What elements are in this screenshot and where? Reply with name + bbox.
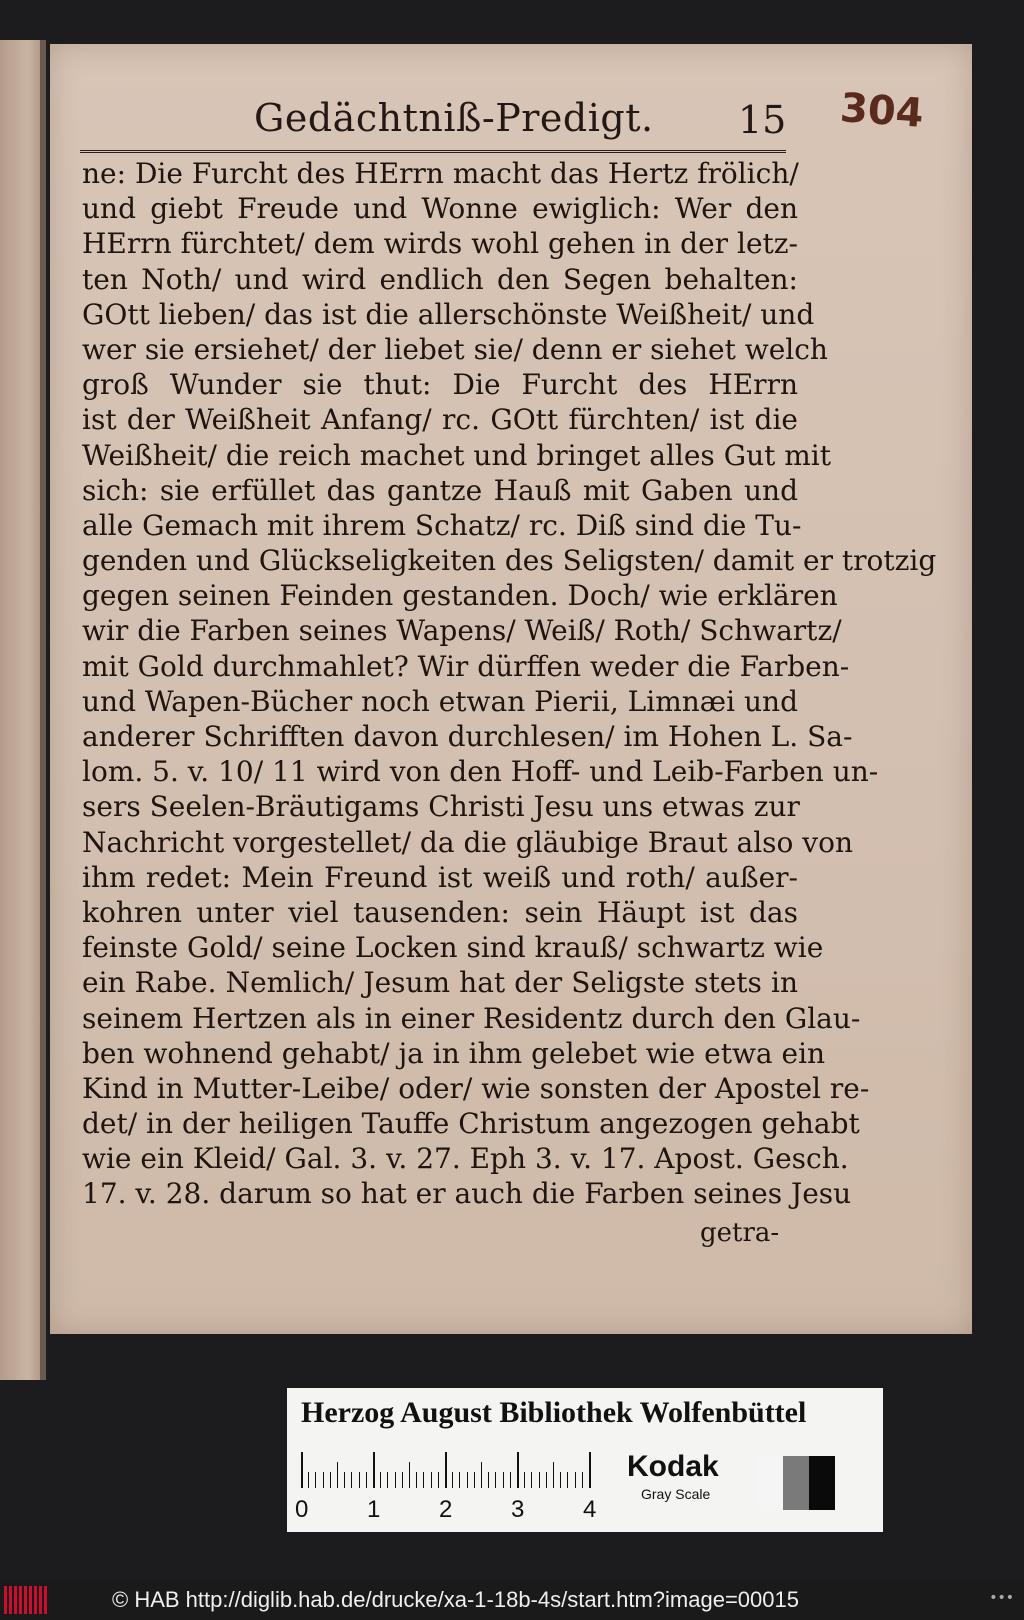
ruler-tick xyxy=(467,1472,468,1488)
ruler-tick xyxy=(531,1472,532,1488)
ruler-tick xyxy=(517,1452,519,1488)
text-line: feinste Gold/ seine Locken sind krauß/ schwartz wie xyxy=(82,931,824,965)
header-rule xyxy=(80,150,786,153)
source-credit[interactable]: © HAB http://diglib.hab.de/drucke/xa-1-18b-4s/start.htm?image=00015 xyxy=(112,1587,799,1612)
text-line: wer sie ersiehet/ der liebet sie/ denn er siehet welch xyxy=(82,332,828,366)
facing-page-edge xyxy=(0,40,46,1380)
ruler-tick xyxy=(416,1472,417,1488)
ruler-tick xyxy=(582,1472,583,1488)
ruler-tick xyxy=(474,1472,475,1488)
gray-patch xyxy=(809,1456,835,1510)
text-line: det/ in der heiligen Tauffe Christum angezogen gehabt xyxy=(82,1107,860,1141)
kodak-logo: Kodak xyxy=(627,1450,719,1483)
ruler-tick xyxy=(560,1472,561,1488)
ruler-number: 4 xyxy=(583,1496,597,1523)
ruler-tick xyxy=(409,1462,410,1488)
ruler-tick xyxy=(524,1472,525,1488)
ruler-tick xyxy=(315,1472,316,1488)
ruler-tick xyxy=(330,1472,331,1488)
ruler-tick xyxy=(589,1452,591,1488)
text-line: anderer Schrifften davon durchlesen/ im Hohen L. Sa- xyxy=(82,720,853,753)
ruler-tick xyxy=(359,1472,360,1488)
ruler-tick xyxy=(539,1472,540,1488)
ruler-number: 1 xyxy=(367,1496,381,1523)
page-gutter xyxy=(40,40,46,1380)
ruler-number: 2 xyxy=(439,1496,453,1523)
ruler-numbers xyxy=(295,1496,615,1522)
ruler-number: 0 xyxy=(295,1496,309,1523)
text-line: Nachricht vorgestellet/ da die gläubige Braut also von xyxy=(82,825,853,859)
gray-patch xyxy=(783,1456,809,1510)
text-line: gegen seinen Feinden gestanden. Doch/ wie erklären xyxy=(82,579,838,613)
ruler-tick xyxy=(387,1472,388,1488)
ruler-tick xyxy=(402,1472,403,1488)
text-line: lom. 5. v. 10/ 11 wird von den Hoff- und Leib-Farben un- xyxy=(82,755,879,789)
text-line: mit Gold durchmahlet? Wir dürffen weder die Farben- xyxy=(82,649,850,683)
ruler-number: 3 xyxy=(511,1496,525,1523)
catchword: getra- xyxy=(700,1218,780,1248)
text-line: und giebt Freude und Wonne ewiglich: Wer den xyxy=(82,192,798,226)
ruler-tick xyxy=(380,1472,381,1488)
ruler-tick xyxy=(495,1472,496,1488)
text-line: sich: sie erfüllet das gantze Hauß mit Gaben und xyxy=(82,473,798,507)
handwritten-number: 304 xyxy=(838,85,926,137)
ruler-tick xyxy=(344,1472,345,1488)
text-line: ein Rabe. Nemlich/ Jesum hat der Seligste stets in xyxy=(82,966,798,1000)
text-line: Weißheit/ die reich machet und bringet alles Gut mit xyxy=(82,438,832,472)
body-text xyxy=(82,156,937,1212)
ruler-tick xyxy=(503,1472,504,1488)
ruler-tick xyxy=(546,1472,547,1488)
running-title: Gedächtniß-Predigt. xyxy=(254,96,654,140)
text-line: ist der Weißheit Anfang/ rc. GOtt fürchten/ ist die xyxy=(82,403,798,437)
text-line: ne: Die Furcht des HErrn macht das Hertz frölich/ xyxy=(82,157,799,190)
hab-logo-icon xyxy=(4,1586,48,1614)
text-line: ten Noth/ und wird endlich den Segen behalten: xyxy=(82,262,798,296)
text-line: GOtt lieben/ das ist die allerschönste Weißheit/ und xyxy=(82,297,815,331)
ruler-tick xyxy=(373,1452,375,1488)
text-line: groß Wunder sie thut: Die Furcht des HErrn xyxy=(82,368,798,402)
ruler-tick xyxy=(337,1462,338,1488)
ruler-tick xyxy=(431,1472,432,1488)
ruler-tick xyxy=(351,1472,352,1488)
text-line: 17. v. 28. darum so hat er auch die Farben seines Jesu xyxy=(82,1177,852,1211)
text-line: und Wapen-Bücher noch etwan Pierii, Limnæi und xyxy=(82,684,798,718)
text-line: genden und Glückseligkeiten des Seligsten/ damit er trotzig xyxy=(82,544,937,578)
ruler-tick xyxy=(301,1452,303,1488)
text-line: wir die Farben seines Wapens/ Weiß/ Roth/ Schwartz/ xyxy=(82,614,842,648)
page-header xyxy=(50,85,972,156)
ruler-tick xyxy=(452,1472,453,1488)
ruler-tick xyxy=(567,1472,568,1488)
text-line: HErrn fürchtet/ dem wirds wohl gehen in der letz- xyxy=(82,227,798,261)
more-icon[interactable]: ••• xyxy=(989,1590,1014,1606)
ruler-tick xyxy=(510,1472,511,1488)
text-line: ihm redet: Mein Freund ist weiß und roth/ außer- xyxy=(82,860,798,894)
ruler-tick xyxy=(423,1472,424,1488)
ruler-scale xyxy=(301,1452,601,1488)
ruler-tick xyxy=(481,1462,482,1488)
target-title: Herzog August Bibliothek Wolfenbüttel xyxy=(301,1396,807,1429)
gray-patch xyxy=(757,1456,783,1510)
ruler-tick xyxy=(395,1472,396,1488)
ruler-tick xyxy=(445,1452,447,1488)
gray-scale-label: Gray Scale xyxy=(641,1486,711,1502)
ruler-tick xyxy=(575,1472,576,1488)
color-target-card xyxy=(287,1388,883,1532)
ruler-tick xyxy=(308,1472,309,1488)
text-line: sers Seelen-Bräutigams Christi Jesu uns etwas zur xyxy=(82,790,800,824)
ruler-tick xyxy=(323,1472,324,1488)
scanned-page xyxy=(50,44,972,1334)
ruler-tick xyxy=(553,1462,554,1488)
text-line: Kind in Mutter-Leibe/ oder/ wie sonsten der Apostel re- xyxy=(82,1071,870,1105)
page-number: 15 xyxy=(738,98,787,142)
text-line: ben wohnend gehabt/ ja in ihm gelebet wie etwa ein xyxy=(82,1036,826,1070)
text-line: wie ein Kleid/ Gal. 3. v. 27. Eph 3. v. 17. Apost. Gesch. xyxy=(82,1142,849,1176)
text-line: seinem Hertzen als in einer Residentz durch den Glau- xyxy=(82,1001,861,1035)
ruler-tick xyxy=(366,1472,367,1488)
ruler-tick xyxy=(459,1472,460,1488)
ruler-tick xyxy=(438,1472,439,1488)
text-line: alle Gemach mit ihrem Schatz/ rc. Diß sind die Tu- xyxy=(82,508,802,542)
ruler-tick xyxy=(488,1472,489,1488)
status-bar xyxy=(0,1580,1024,1620)
text-line: kohren unter viel tausenden: sein Häupt ist das xyxy=(82,895,798,929)
